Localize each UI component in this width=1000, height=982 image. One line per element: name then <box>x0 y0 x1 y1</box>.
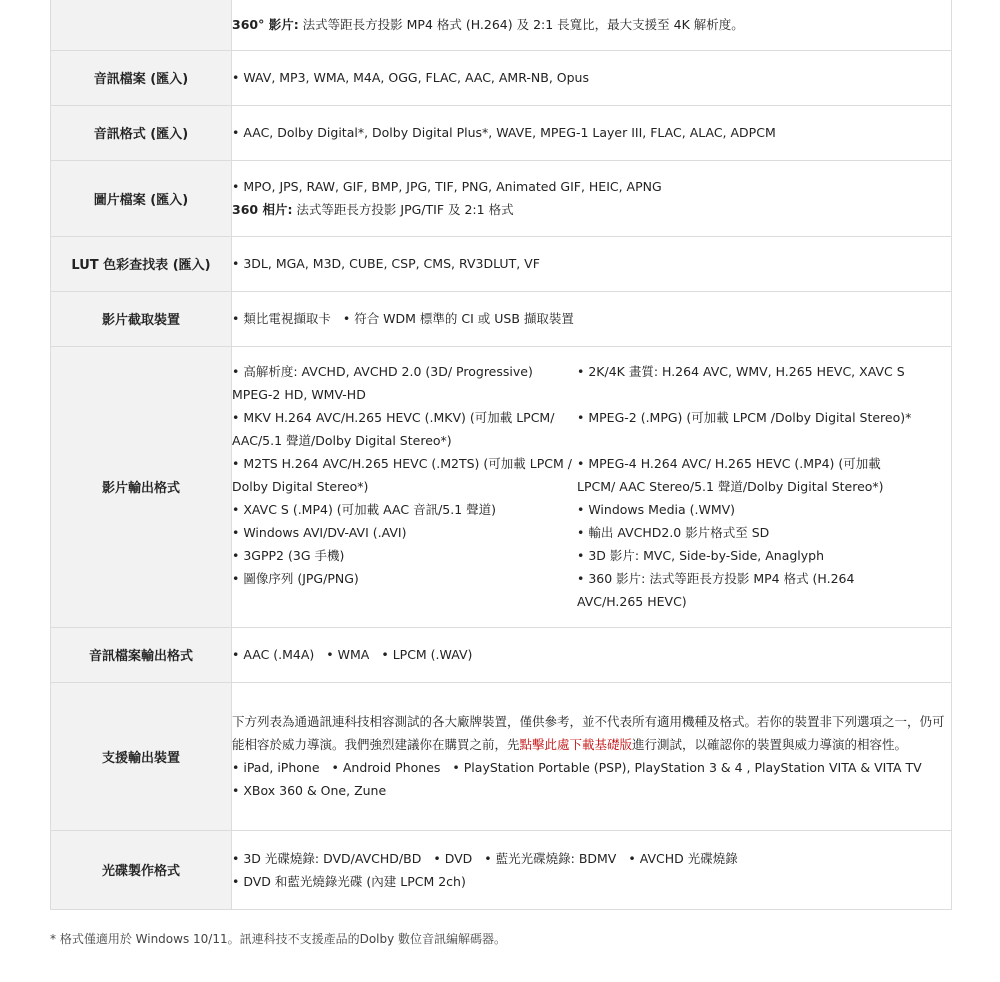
intro-paragraph: 下方列表為通過訊連科技相容測試的各大廠牌裝置，僅供參考，並不代表所有適用機種及格式。若你的裝置非下列選項之一，仍可能相容於威力導演。我們強烈建議你在購買之前，先點擊此處下載基礎版進行測試，以確認你的裝置與威力導演的相容性。 <box>232 714 945 752</box>
spec-row-audio-file-import <box>51 50 952 105</box>
spec-row-disc-formats <box>51 830 952 909</box>
list-item: • 360 影片: 法式等距長方投影 MP4 格式 (H.264 AVC/H.265 HEVC) <box>577 571 855 609</box>
row-value <box>232 105 952 160</box>
row-value <box>232 830 952 909</box>
row-label: 音訊檔案輸出格式 <box>51 627 232 682</box>
row-value <box>232 291 952 346</box>
row-value <box>232 682 952 830</box>
list-item: • XBox 360 & One, Zune <box>232 783 387 798</box>
spec-row-video-output <box>51 346 952 627</box>
list-item: • 圖像序列 (JPG/PNG) <box>232 571 359 586</box>
spec-row-image-file-import <box>51 160 952 236</box>
list-item: • 輸出 AVCHD2.0 影片格式至 SD <box>577 525 770 540</box>
row-value <box>232 50 952 105</box>
list-item: • MPEG-2 (.MPG) (可加載 LPCM /Dolby Digital Stereo)* <box>577 410 912 425</box>
spec-table <box>50 0 952 910</box>
list-item: • PlayStation Portable (PSP), PlayStation 3 & 4 , PlayStation VITA & VITA TV <box>452 760 922 775</box>
list-item: • 符合 WDM 標準的 CI 或 USB 擷取裝置 <box>342 311 574 326</box>
row-value <box>232 0 952 50</box>
right-column <box>577 360 917 613</box>
footnote: * 格式僅適用於 Windows 10/11。訊連科技不支援產品的Dolby 數位音訊編解碼器。 <box>50 932 507 946</box>
list-item: • 類比電視擷取卡 <box>232 311 331 326</box>
list-item: • 2K/4K 畫質: H.264 AVC, WMV, H.265 HEVC, XAVC S <box>577 364 905 379</box>
value-text: • MPO, JPS, RAW, GIF, BMP, JPG, TIF, PNG, Animated GIF, HEIC, APNG <box>232 179 662 194</box>
list-item: • AAC (.M4A) <box>232 647 315 662</box>
list-item: • WMA <box>326 647 370 662</box>
row-label: LUT 色彩查找表 (匯入) <box>51 236 232 291</box>
value-text: 法式等距長方投影 JPG/TIF 及 2:1 格式 <box>292 202 514 217</box>
spec-row-lut-import <box>51 236 952 291</box>
list-item: • M2TS H.264 AVC/H.265 HEVC (.M2TS) (可加載 LPCM / Dolby Digital Stereo*) <box>232 456 572 494</box>
spec-row-360-video <box>51 0 952 50</box>
list-item: • MPEG-4 H.264 AVC/ H.265 HEVC (.MP4) (可加載 LPCM/ AAC Stereo/5.1 聲道/Dolby Digital Stereo*) <box>577 456 884 494</box>
value-text: • AAC, Dolby Digital*, Dolby Digital Plus*, WAVE, MPEG-1 Layer III, FLAC, ALAC, ADPCM <box>232 125 776 140</box>
list-item: • AVCHD 光碟燒錄 <box>628 850 738 866</box>
row-label: 圖片檔案 (匯入) <box>51 160 232 236</box>
row-label: 音訊格式 (匯入) <box>51 105 232 160</box>
bold-prefix: 360° 影片: <box>232 17 299 33</box>
row-label: 音訊檔案 (匯入) <box>51 50 232 105</box>
list-item: • DVD 和藍光燒錄光碟 (內建 LPCM 2ch) <box>232 873 466 889</box>
list-item: • 3D 光碟燒錄: DVD/AVCHD/BD <box>232 850 422 866</box>
spec-row-capture-devices <box>51 291 952 346</box>
list-item: • 3GPP2 (3G 手機) <box>232 548 345 563</box>
download-link[interactable]: 點擊此處下載基礎版 <box>519 737 633 752</box>
row-label: 光碟製作格式 <box>51 830 232 909</box>
list-item: • MKV H.264 AVC/H.265 HEVC (.MKV) (可加載 LPCM/ AAC/5.1 聲道/Dolby Digital Stereo*) <box>232 410 555 448</box>
list-item: • 藍光光碟燒錄: BDMV <box>484 850 617 866</box>
left-column <box>232 360 577 613</box>
list-item: • iPad, iPhone <box>232 760 320 775</box>
list-item: • DVD <box>433 850 473 866</box>
value-text: • 3DL, MGA, M3D, CUBE, CSP, CMS, RV3DLUT, VF <box>232 256 540 271</box>
row-label <box>51 0 232 50</box>
row-value <box>232 346 952 627</box>
list-item: • 3D 影片: MVC, Side-by-Side, Anaglyph <box>577 548 825 563</box>
row-label: 支援輸出裝置 <box>51 682 232 830</box>
value-text: 法式等距長方投影 MP4 格式 (H.264) 及 2:1 長寬比，最大支援至 4K 解析度。 <box>298 17 744 33</box>
row-value <box>232 627 952 682</box>
spec-row-output-devices <box>51 682 952 830</box>
list-item: • LPCM (.WAV) <box>381 647 473 662</box>
value-text: • WAV, MP3, WMA, M4A, OGG, FLAC, AAC, AMR-NB, Opus <box>232 70 589 85</box>
bold-prefix: 360 相片: <box>232 202 293 217</box>
row-label: 影片輸出格式 <box>51 346 232 627</box>
spec-row-audio-output <box>51 627 952 682</box>
row-value <box>232 236 952 291</box>
row-label: 影片截取裝置 <box>51 291 232 346</box>
list-item: • Windows AVI/DV-AVI (.AVI) <box>232 525 407 540</box>
spec-row-audio-format-import <box>51 105 952 160</box>
list-item: • XAVC S (.MP4) (可加載 AAC 音訊/5.1 聲道) <box>232 502 497 517</box>
row-value <box>232 160 952 236</box>
list-item: • Windows Media (.WMV) <box>577 502 736 517</box>
list-item: • Android Phones <box>331 760 441 775</box>
list-item: • 高解析度: AVCHD, AVCHD 2.0 (3D/ Progressive) MPEG-2 HD, WMV-HD <box>232 364 533 402</box>
